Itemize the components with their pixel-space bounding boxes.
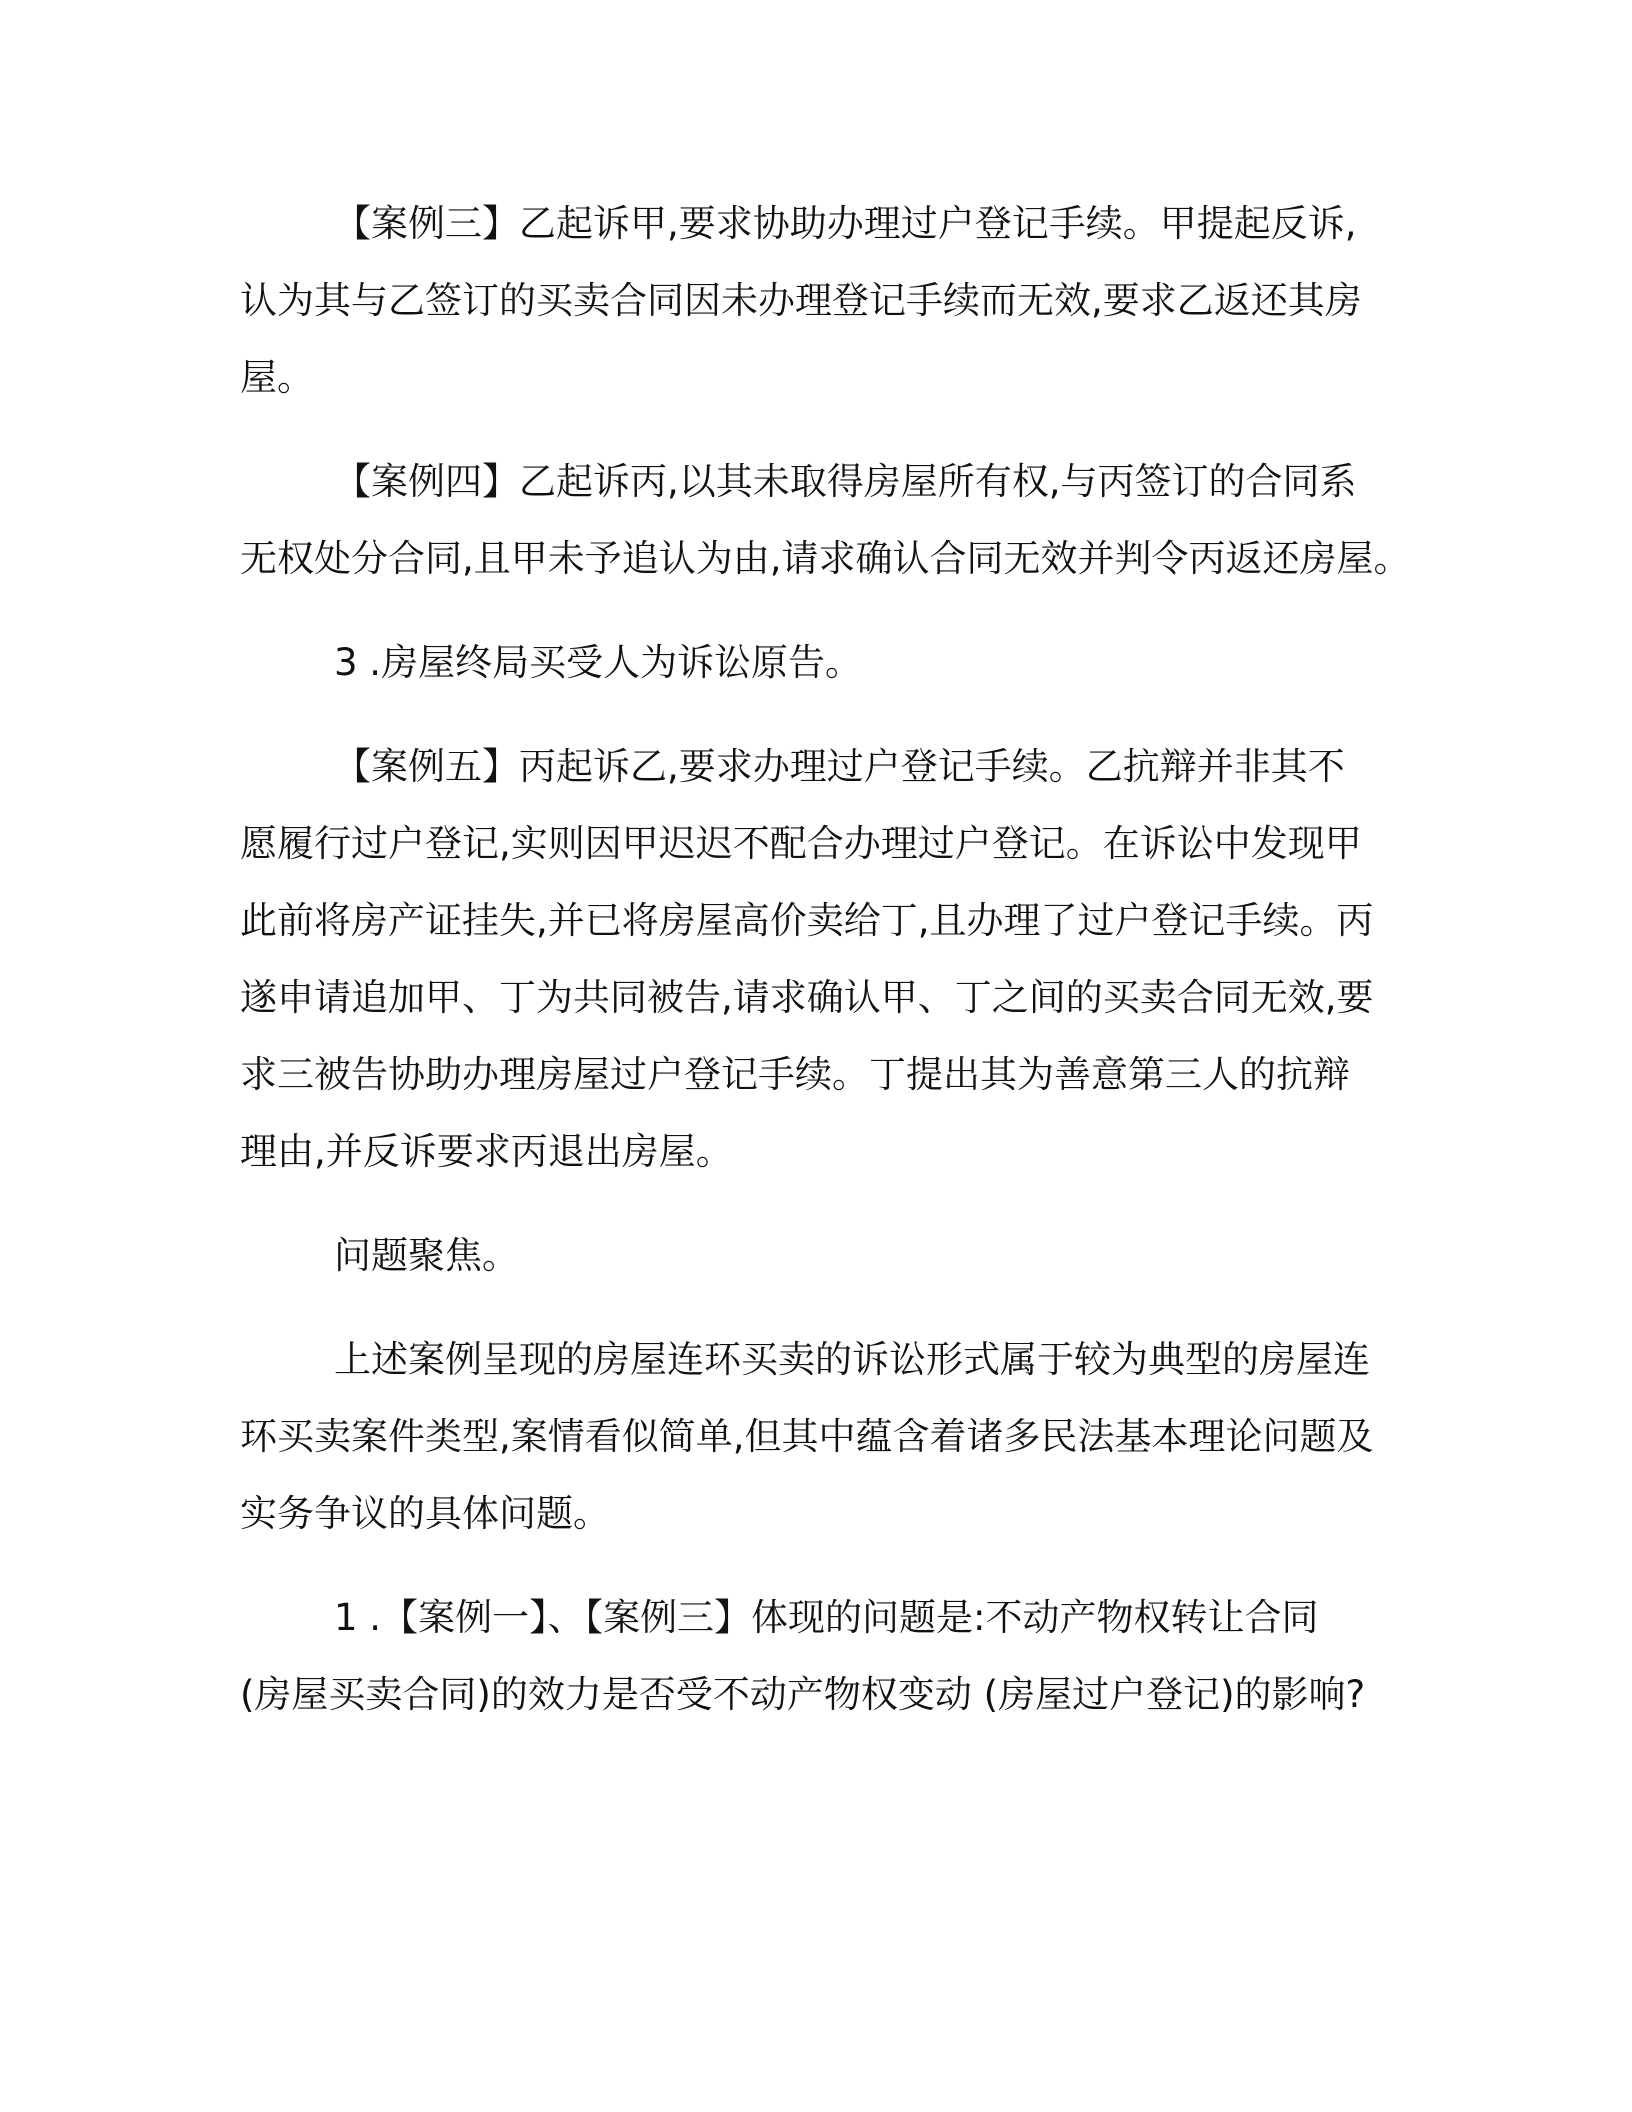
text-line: 上述案例呈现的房屋连环买卖的诉讼形式属于较为典型的房屋连 — [334, 1338, 1370, 1381]
document-body — [240, 185, 1411, 1760]
paragraph-case-three — [240, 185, 1390, 416]
text-line: 3 .房屋终局买受人为诉讼原告。 — [334, 641, 863, 684]
text-line: 愿履行过户登记,实则因甲迟迟不配合办理过户登记。在诉讼中发现甲 — [240, 822, 1362, 865]
text-line: 屋。 — [240, 356, 314, 399]
text-line: 1 .【案例一】、【案例三】体现的问题是:不动产物权转让合同 — [334, 1596, 1319, 1639]
text-line: 此前将房产证挂失,并已将房屋高价卖给丁,且办理了过户登记手续。丙 — [240, 899, 1374, 942]
paragraph-summary — [240, 1321, 1390, 1552]
paragraph-case-four — [240, 443, 1411, 597]
text-line: 认为其与乙签订的买卖合同因未办理登记手续而无效,要求乙返还其房 — [240, 279, 1362, 322]
paragraph-issue-one — [240, 1579, 1390, 1733]
text-line: 实务争议的具体问题。 — [240, 1492, 610, 1535]
text-line: 【案例四】乙起诉丙,以其未取得房屋所有权,与丙签订的合同系 — [334, 460, 1357, 503]
text-line: 问题聚焦。 — [334, 1234, 519, 1277]
text-line: 环买卖案件类型,案情看似简单,但其中蕴含着诸多民法基本理论问题及 — [240, 1415, 1374, 1458]
paragraph-case-five — [240, 728, 1390, 1190]
text-line: (房屋买卖合同)的效力是否受不动产物权变动 (房屋过户登记)的影响? — [240, 1673, 1366, 1716]
paragraph-heading-final-buyer — [240, 624, 1390, 701]
text-line: 无权处分合同,且甲未予追认为由,请求确认合同无效并判令丙返还房屋。 — [240, 537, 1411, 580]
text-line: 【案例三】乙起诉甲,要求协助办理过户登记手续。甲提起反诉, — [334, 202, 1357, 245]
paragraph-issue-focus — [240, 1217, 1390, 1294]
text-line: 求三被告协助办理房屋过户登记手续。丁提出其为善意第三人的抗辩 — [240, 1053, 1350, 1096]
text-line: 理由,并反诉要求丙退出房屋。 — [240, 1130, 733, 1173]
text-line: 【案例五】丙起诉乙,要求办理过户登记手续。乙抗辩并非其不 — [334, 745, 1345, 788]
text-line: 遂申请追加甲、丁为共同被告,请求确认甲、丁之间的买卖合同无效,要 — [240, 976, 1374, 1019]
